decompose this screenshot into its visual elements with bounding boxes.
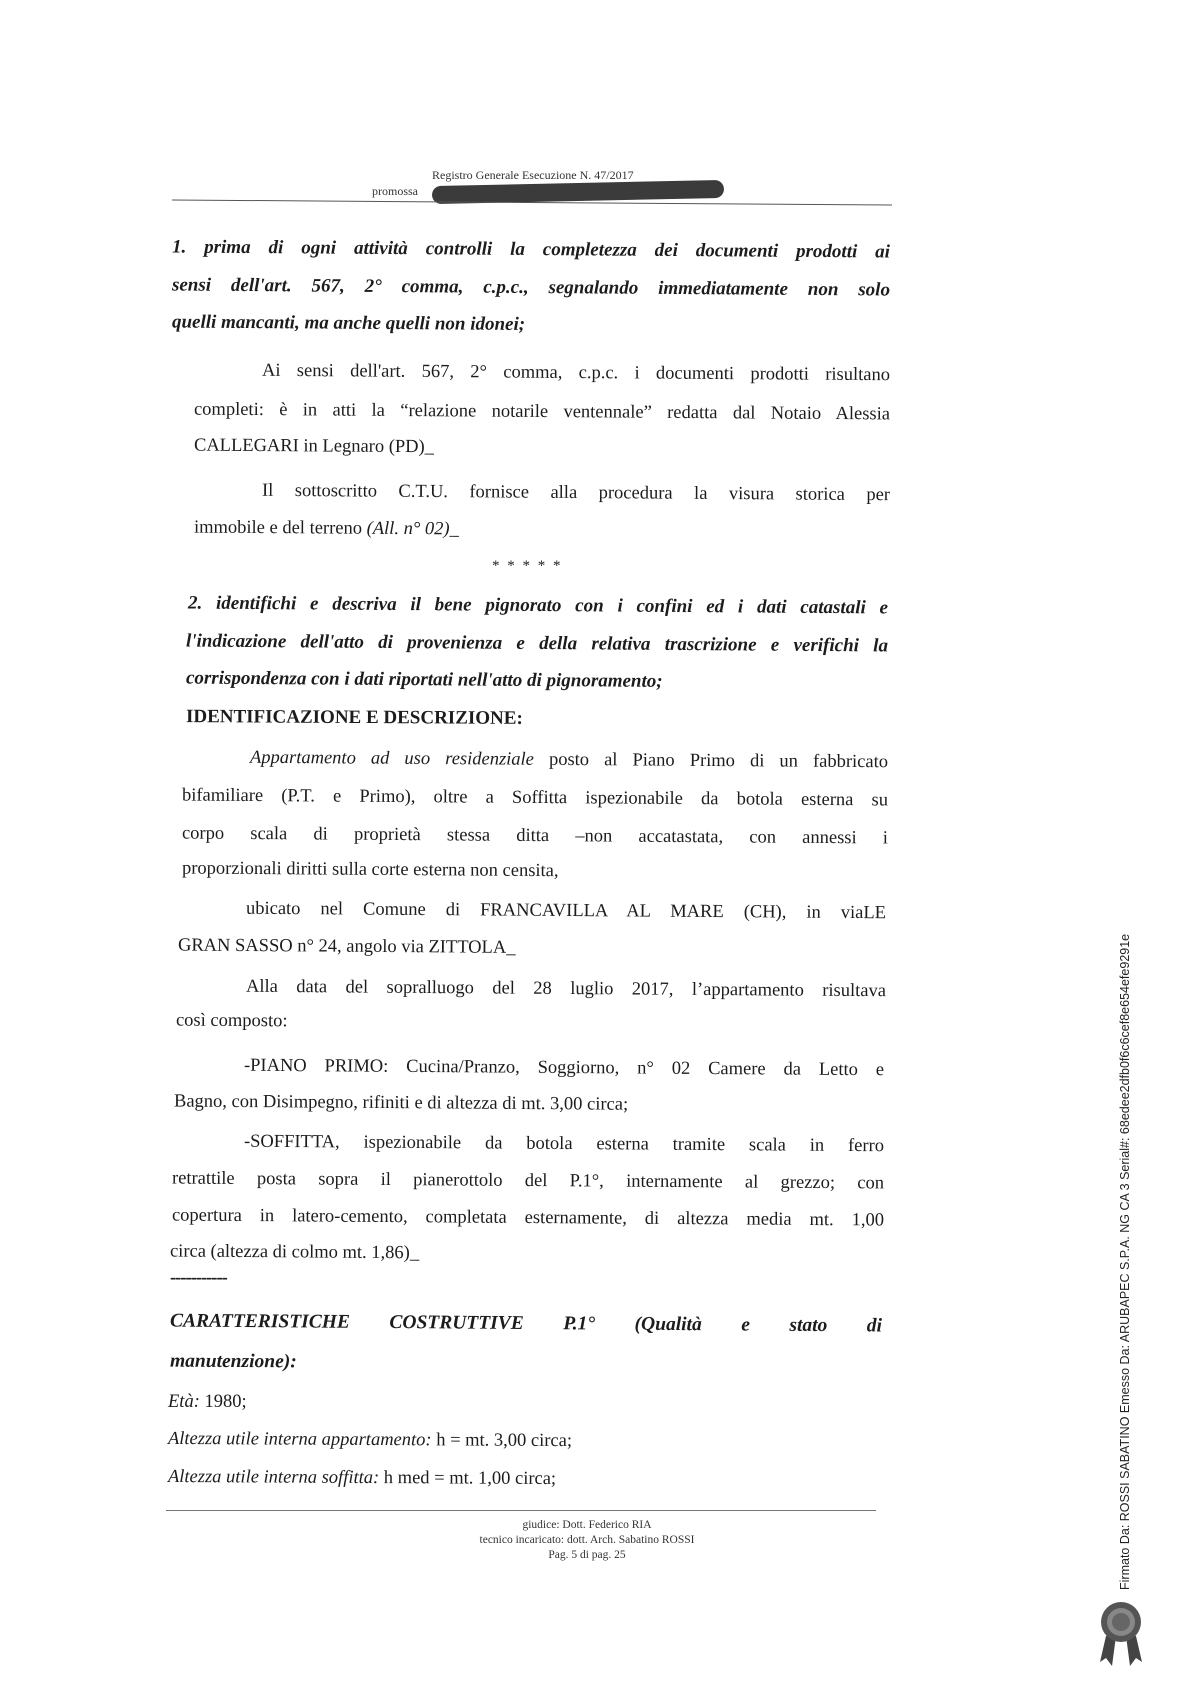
heading-caratteristiche-line-1: CARATTERISTICHE COSTRUTTIVE P.1° (Qualità e stato di <box>169 1310 883 1337</box>
altezza-appartamento-label: Altezza utile interna appartamento: <box>167 1428 432 1451</box>
eta-row <box>168 1384 247 1420</box>
answer-2-text: immobile e del terreno <box>193 517 367 539</box>
description-line-1 <box>250 740 888 780</box>
description-line-2: bifamiliare (P.T. e Primo), oltre a Soffitta ispezionabile da botola esterna su <box>181 785 889 811</box>
heading-caratteristiche-line-2: manutenzione): <box>169 1350 297 1373</box>
underscore: _ <box>449 519 459 540</box>
description-line-6: GRAN SASSO n° 24, angolo via ZITTOLA_ <box>177 935 516 958</box>
question-1-line-3: quelli mancanti, ma anche quelli non idonei; <box>171 311 526 335</box>
description-line-9: -PIANO PRIMO: Cucina/Pranzo, Soggiorno, n° 02 Camere da Letto e <box>243 1055 885 1081</box>
footer-technician: tecnico incaricato: dott. Arch. Sabatino ROSSI <box>479 1534 695 1546</box>
property-location: posto al Piano Primo di un fabbricato <box>533 749 889 773</box>
eta-label: Età: <box>168 1392 200 1412</box>
description-line-3: corpo scala di proprietà stessa ditta –non accatastata, con annessi i <box>181 823 889 849</box>
description-line-4: proporzionali diritti sulla corte esterna non censita, <box>181 858 559 882</box>
answer-1-line-2: completi: è in atti la “relazione notarile ventennale” redatta dal Notaio Alessia <box>193 399 891 425</box>
promossa-label: promossa <box>372 184 418 198</box>
description-line-13: copertura in latero-cemento, completata esternamente, di altezza media mt. 1,00 <box>171 1205 885 1231</box>
question-2-line-2: l'indicazione dell'atto di provenienza e della relativa trascrizione e verifichi la <box>185 630 889 657</box>
question-1-line-1: 1. prima di ogni attività controlli la completezza dei documenti prodotti ai <box>171 236 891 263</box>
description-line-14: circa (altezza di colmo mt. 1,86)_ <box>169 1241 420 1264</box>
question-2-line-1: 2. identifichi e descriva il bene pignorato con i confini ed i dati catastali e <box>187 592 889 619</box>
altezza-soffitta-label: Altezza utile interna soffitta: <box>167 1466 380 1489</box>
heading-identificazione: IDENTIFICAZIONE E DESCRIZIONE: <box>185 706 523 729</box>
footer-rule <box>166 1510 876 1511</box>
altezza-soffitta-row <box>168 1459 556 1497</box>
dash-separator: ----------- <box>170 1268 227 1288</box>
description-line-10: Bagno, con Disimpegno, rifiniti e di altezza di mt. 3,00 circa; <box>173 1091 629 1115</box>
question-2-line-3: corrispondenza con i dati riportati nell'atto di pignoramento; <box>185 667 663 692</box>
answer-2-line-2 <box>194 510 890 551</box>
question-1-line-2: sensi dell'art. 567, 2° comma, c.p.c., segnalando immediatamente non solo <box>171 274 891 301</box>
section-separator: * * * * * <box>492 558 563 574</box>
altezza-appartamento-row <box>168 1421 572 1459</box>
description-line-5: ubicato nel Comune di FRANCAVILLA AL MARE (CH), in viaLE <box>245 898 887 924</box>
seal-icon <box>1098 1598 1144 1668</box>
eta-value: 1980; <box>199 1392 247 1412</box>
digital-signature-text: Firmato Da: ROSSI SABATINO Emesso Da: ARUBAPEC S.P.A. NG CA 3 Serial#: 68edee2dfb0f6c6cef8e654efe9291e <box>1118 933 1132 1590</box>
answer-2-line-1: Il sottoscritto C.T.U. fornisce alla procedura la visura storica per <box>261 480 891 506</box>
footer-page: Pag. 5 di pag. 25 <box>548 1549 626 1561</box>
altezza-soffitta-value: h med = mt. 1,00 circa; <box>379 1468 557 1490</box>
redaction-scribble <box>432 180 724 204</box>
answer-1-line-3: CALLEGARI in Legnaro (PD)_ <box>193 435 435 458</box>
registry-number: Registro Generale Esecuzione N. 47/2017 <box>432 168 634 182</box>
altezza-appartamento-value: h = mt. 3,00 circa; <box>431 1430 573 1452</box>
description-line-8: così composto: <box>175 1010 288 1032</box>
description-line-12: retrattile posta sopra il pianerottolo del P.1°, internamente al grezzo; con <box>171 1168 885 1194</box>
description-line-11: -SOFFITTA, ispezionabile da botola esterna tramite scala in ferro <box>243 1131 885 1157</box>
description-line-7: Alla data del sopralluogo del 28 luglio 2017, l’appartamento risultava <box>245 976 887 1002</box>
footer-judge: giudice: Dott. Federico RIA <box>522 1519 652 1531</box>
property-type: Appartamento ad uso residenziale <box>249 747 535 770</box>
attachment-ref: (All. n° 02) <box>366 518 450 540</box>
answer-1-line-1: Ai sensi dell'art. 567, 2° comma, c.p.c. i documenti prodotti risultano <box>261 360 891 386</box>
